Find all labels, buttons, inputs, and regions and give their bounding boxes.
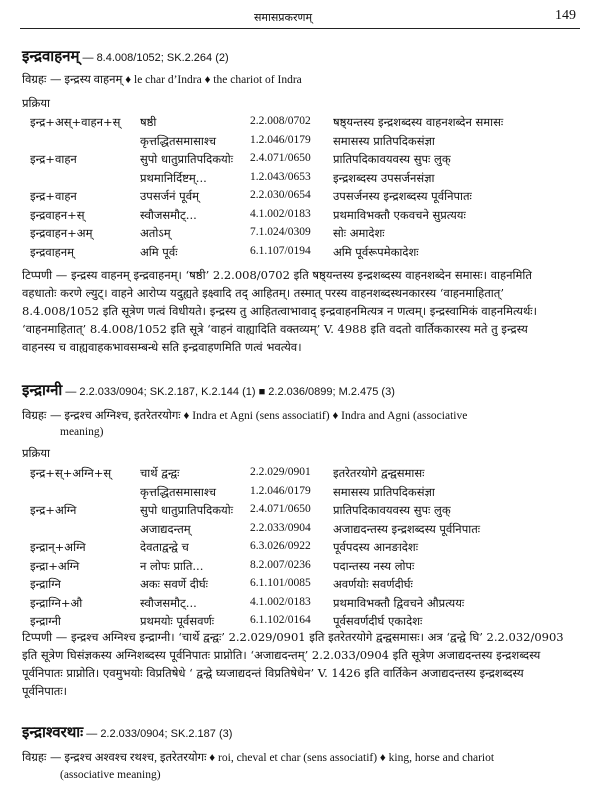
derivation-row bbox=[0, 596, 600, 614]
derivation-form: इन्द्रा+अग्नि bbox=[30, 558, 80, 573]
derivation-form: इन्द्राग्नि+औ bbox=[30, 595, 83, 610]
derivation-form: इन्द्राग्नि bbox=[30, 577, 61, 591]
derivation-explanation: प्रातिपदिकावयवस्य सुपः लुक् bbox=[333, 152, 451, 166]
sutra-reference: 2.2.029/0901 bbox=[250, 466, 311, 478]
derivation-rule: अमि पूर्वः bbox=[140, 244, 178, 259]
tippani-label: टिप्पणी — bbox=[22, 630, 68, 644]
derivation-rule: अजाद्यदन्तम् bbox=[140, 521, 191, 536]
derivation-form: इन्द्रान्+अग्नि bbox=[30, 540, 86, 554]
sutra-reference: 2.2.030/0654 bbox=[250, 189, 311, 201]
derivation-form: इन्द्र+अस्+वाहन+स् bbox=[30, 115, 121, 129]
sutra-reference: 1.2.046/0179 bbox=[250, 484, 311, 497]
sutra-reference: 2.2.008/0702 bbox=[250, 115, 311, 127]
entry-references: — 2.2.033/0904; SK.2.187, K.2.144 (1) ■ 2.2.036/0899; M.2.475 (3) bbox=[62, 386, 395, 398]
derivation-rule: कृत्तद्धितसमासाश्च bbox=[140, 484, 217, 499]
derivation-row bbox=[0, 245, 600, 263]
derivation-explanation: प्रथमाविभक्तौ एकवचने सुप्रत्ययः bbox=[333, 207, 466, 222]
tippani-line: पूर्वनिपातः। bbox=[22, 684, 68, 698]
tippani-label: टिप्पणी — bbox=[22, 268, 68, 282]
derivation-row bbox=[0, 503, 600, 521]
sutra-reference: 6.1.107/0194 bbox=[250, 244, 311, 257]
derivation-rule: न लोपः प्राति... bbox=[140, 558, 204, 573]
derivation-row bbox=[0, 208, 600, 226]
tippani-line: इन्द्रस्य वाहनम् इन्द्रवाहनम्। ‘षष्ठी’ 2.2.008/0702 इति षष्ठ्यन्तस्य इन्द्रशब्दस्य वाहनशब्देन समासः। वाहनमिति bbox=[67, 268, 532, 282]
header-rule bbox=[20, 28, 580, 29]
sutra-reference: 6.3.026/0922 bbox=[250, 540, 311, 552]
derivation-row bbox=[0, 226, 600, 244]
vigraha-line bbox=[22, 750, 494, 765]
derivation-explanation: समासस्य प्रातिपदिकसंज्ञा bbox=[333, 133, 435, 148]
entry-headword: इन्द्रवाहनम् bbox=[22, 47, 80, 65]
vigraha-text: इन्द्रस्य वाहनम् ♦ le char d’Indra ♦ the chariot of Indra bbox=[61, 74, 302, 86]
derivation-rule: अकः सवर्णे दीर्घः bbox=[140, 577, 208, 591]
tippani-line: पूर्वनिपातः प्राप्नोति। एवमुभयोः विप्रतिषेधे ‘ द्वन्द्वे घ्यजाद्यदन्तं विप्रतिषेधेन’ V. 1426 इति वार्तिकेन अजाद्यदन्तस्य इन्द्रशब्दस्य bbox=[22, 666, 524, 680]
sutra-reference: 2.2.033/0904 bbox=[250, 521, 311, 534]
derivation-explanation: इतरेतरयोगे द्वन्द्वसमासः bbox=[333, 466, 425, 480]
running-title: समासप्रकरणम् bbox=[254, 11, 313, 24]
entry-references: — 8.4.008/1052; SK.2.264 (2) bbox=[79, 52, 229, 64]
derivation-rule: कृत्तद्धितसमासाश्च bbox=[140, 133, 217, 148]
derivation-row bbox=[0, 115, 600, 133]
derivation-explanation: षष्ठ्यन्तस्य इन्द्रशब्दस्य वाहनशब्देन समासः bbox=[333, 115, 504, 129]
derivation-explanation: इन्द्रशब्दस्य उपसर्जनसंज्ञा bbox=[333, 170, 435, 185]
sutra-reference: 4.1.002/0183 bbox=[250, 595, 311, 608]
derivation-explanation: प्रातिपदिकावयवस्य सुपः लुक् bbox=[333, 503, 451, 517]
derivation-explanation: अमि पूर्वरूपमेकादेशः bbox=[333, 244, 419, 259]
derivation-row bbox=[0, 577, 600, 595]
derivation-rule: स्वौजसमौट्... bbox=[140, 207, 197, 222]
derivation-rule: देवताद्वन्द्वे च bbox=[140, 540, 189, 554]
vigraha-text: इन्द्रश्च अश्वश्च रथश्च, इतरेतरयोगः ♦ roi, cheval et char (sens associatif) ♦ king, horse and chariot bbox=[61, 752, 495, 764]
derivation-rule: चार्थे द्वन्द्वः bbox=[140, 466, 180, 480]
prakriya-label: प्रक्रिया bbox=[22, 96, 51, 110]
prakriya-label: प्रक्रिया bbox=[22, 446, 51, 460]
derivation-row bbox=[0, 152, 600, 170]
entry-headword: इन्द्राश्वरथाः bbox=[22, 723, 84, 741]
vigraha-label: विग्रहः — bbox=[22, 750, 62, 764]
derivation-form: इन्द्र+वाहन bbox=[30, 189, 77, 203]
derivation-form: इन्द्रवाहन+स् bbox=[30, 207, 85, 222]
derivation-explanation: समासस्य प्रातिपदिकसंज्ञा bbox=[333, 484, 435, 499]
sutra-reference: 8.2.007/0236 bbox=[250, 558, 311, 571]
vigraha-text: इन्द्रश्च अग्निश्च, इतरेतरयोगः ♦ Indra et Agni (sens associatif) ♦ Indra and Agni (associative bbox=[61, 410, 468, 422]
derivation-rule: सुपो धातुप्रातिपदिकयोः bbox=[140, 152, 234, 166]
derivation-row bbox=[0, 559, 600, 577]
derivation-form: इन्द्र+स्+अग्नि+स् bbox=[30, 466, 112, 480]
vigraha-label: विग्रहः — bbox=[22, 408, 62, 422]
derivation-explanation: अवर्णयोः सवर्णदीर्घः bbox=[333, 577, 413, 591]
sutra-reference: 4.1.002/0183 bbox=[250, 207, 311, 220]
sutra-reference: 6.1.101/0085 bbox=[250, 577, 311, 589]
sutra-reference: 1.2.043/0653 bbox=[250, 170, 311, 183]
entry-heading bbox=[22, 722, 232, 742]
entry-heading bbox=[22, 46, 229, 66]
derivation-rule: सुपो धातुप्रातिपदिकयोः bbox=[140, 503, 234, 517]
vigraha-continuation: (associative meaning) bbox=[60, 769, 161, 781]
page-number: 149 bbox=[555, 8, 576, 23]
derivation-explanation: पूर्वपदस्य आनङादेशः bbox=[333, 540, 419, 554]
derivation-form: इन्द्र+वाहन bbox=[30, 152, 77, 166]
derivation-row bbox=[0, 540, 600, 558]
vigraha-line bbox=[22, 408, 467, 423]
derivation-explanation: सोः अमादेशः bbox=[333, 226, 385, 240]
derivation-row bbox=[0, 522, 600, 540]
derivation-explanation: पूर्वसवर्णदीर्घ एकादेशः bbox=[333, 614, 423, 628]
derivation-explanation: प्रथमाविभक्तौ द्विवचने औप्रत्ययः bbox=[333, 595, 465, 610]
sutra-reference: 2.4.071/0650 bbox=[250, 503, 311, 515]
entry-headword: इन्द्राग्नी bbox=[22, 381, 63, 399]
derivation-form: इन्द्रवाहनम् bbox=[30, 244, 75, 259]
derivation-row bbox=[0, 485, 600, 503]
vigraha-continuation: meaning) bbox=[60, 426, 104, 438]
derivation-rule: प्रथमानिर्दिष्टम्... bbox=[140, 170, 207, 185]
tippani-paragraph bbox=[22, 628, 578, 700]
derivation-rule: स्वौजसमौट्... bbox=[140, 595, 197, 610]
tippani-line: 8.4.008/1052 इति सूत्रेण णत्वं विधीयते। इन्द्रस्य तु आहितत्वाभावाद् इन्द्रवाहनमित्यत्र न णत्वम्। इन्द्रस्वामिकं वाहनमित्यर्थः। bbox=[22, 304, 537, 318]
derivation-form: इन्द्र+अग्नि bbox=[30, 503, 77, 517]
derivation-row bbox=[0, 189, 600, 207]
sutra-reference: 6.1.102/0164 bbox=[250, 614, 311, 626]
derivation-row bbox=[0, 171, 600, 189]
entry-references: — 2.2.033/0904; SK.2.187 (3) bbox=[83, 728, 233, 740]
vigraha-label: विग्रहः — bbox=[22, 72, 62, 86]
sutra-reference: 7.1.024/0309 bbox=[250, 226, 311, 238]
tippani-line: ‘वाहनमाहितात्’ 8.4.008/1052 इति सूत्रे ‘वाहनं वाह्यादिति वक्तव्यम्’ V. 4988 इति वदतो वार्तिककारस्य मते तु इन्द्रस्य bbox=[22, 322, 528, 336]
page-header bbox=[0, 8, 600, 26]
entry-heading bbox=[22, 380, 395, 400]
derivation-form: इन्द्राग्नी bbox=[30, 614, 61, 628]
tippani-line: इन्द्रश्च अग्निश्च इन्द्राग्नी। ‘चार्थे द्वन्द्वः’ 2.2.029/0901 इति इतरेतरयोगे द्वन्द्वसमासः। अत्र ‘द्वन्द्वे घि’ 2.2.032/0903 bbox=[67, 630, 564, 644]
tippani-paragraph bbox=[22, 266, 578, 356]
tippani-line: वाहनस्य च वाह्यवाहकभावसम्बन्धे सति इन्द्रवाहणमिति णत्वं भवत्येव। bbox=[22, 340, 302, 354]
derivation-rule: षष्ठी bbox=[140, 115, 157, 129]
derivation-row bbox=[0, 466, 600, 484]
derivation-explanation: पदान्तस्य नस्य लोपः bbox=[333, 558, 415, 573]
derivation-rule: अतोऽम् bbox=[140, 226, 171, 240]
sutra-reference: 1.2.046/0179 bbox=[250, 133, 311, 146]
tippani-line: इति सूत्रेण घिसंज्ञकस्य अग्निशब्दस्य पूर्वनिपातः प्राप्नोति। ‘अजाद्यदन्तम्’ 2.2.033/0904 इति सूत्रेण अजाद्यदन्तस्य इन्द्रशब्दस्य bbox=[22, 648, 541, 662]
tippani-line: वहधातोः करणे ल्युट्। वाहने आरोप्य यदुह्यते इक्ष्वादि तद् आहितम्। तस्मात् परस्य वाहनशब्दस्थनकारस्य ‘वाहनमाहितात्’ bbox=[22, 286, 504, 300]
derivation-explanation: अजाद्यदन्तस्य इन्द्रशब्दस्य पूर्वनिपातः bbox=[333, 521, 481, 536]
derivation-rule: प्रथमयोः पूर्वसवर्णः bbox=[140, 614, 215, 628]
sutra-reference: 2.4.071/0650 bbox=[250, 152, 311, 164]
derivation-explanation: उपसर्जनस्य इन्द्रशब्दस्य पूर्वनिपातः bbox=[333, 189, 472, 203]
vigraha-line bbox=[22, 72, 302, 87]
derivation-form: इन्द्रवाहन+अम् bbox=[30, 226, 93, 240]
derivation-rule: उपसर्जनं पूर्वम् bbox=[140, 189, 199, 203]
derivation-row bbox=[0, 134, 600, 152]
